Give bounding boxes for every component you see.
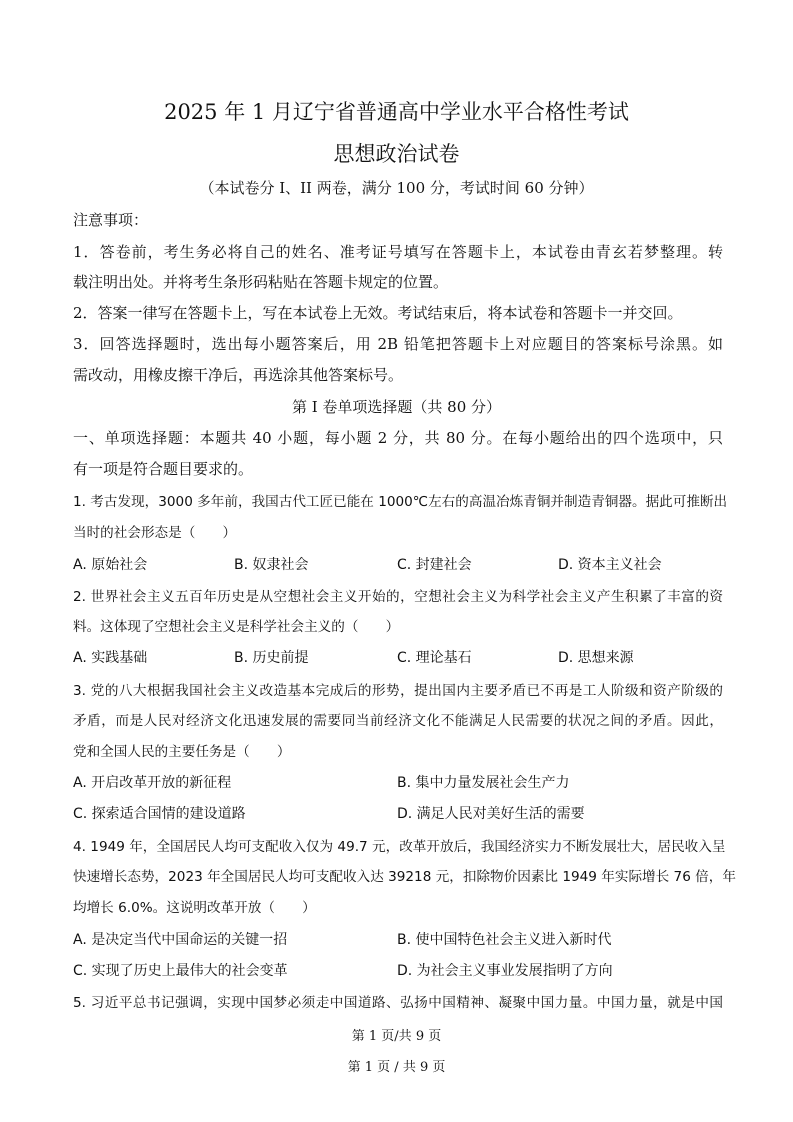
question-4-line-1: 4. 1949 年，全国居民人均可支配收入仅为 49.7 元，改革开放后，我国经济实力不断发展壮大，居民收入呈	[73, 839, 726, 855]
question-3-line-3: 党和全国人民的主要任务是（ ）	[73, 744, 291, 760]
question-3-line-1: 3. 党的八大根据我国社会主义改造基本完成后的形势，提出国内主要矛盾已不再是工人阶级和资产阶级的	[73, 683, 723, 699]
notice-heading: 注意事项：	[73, 211, 149, 229]
question-2-option-a: A. 实践基础	[73, 650, 148, 666]
question-4-line-3: 均增长 6.0%。这说明改革开放（ ）	[73, 900, 316, 916]
question-2-option-c: C. 理论基石	[397, 650, 472, 666]
question-1-line-1: 1. 考古发现，3000 多年前，我国古代工匠已能在 1000℃左右的高温冶炼青铜并制造青铜器。据此可推断出	[73, 494, 728, 510]
section-intro-line-2: 有一项是符合题目要求的。	[73, 460, 254, 478]
question-4-option-d: D. 为社会主义事业发展指明了方向	[397, 963, 613, 979]
question-1-option-a: A. 原始社会	[73, 557, 148, 573]
question-3-option-b: B. 集中力量发展社会生产力	[397, 775, 570, 791]
question-2-option-d: D. 思想来源	[558, 650, 634, 666]
question-4-line-2: 快速增长态势，2023 年全国居民人均可支配收入达 39218 元，扣除物价因素比 1949 年实际增长 76 倍，年	[73, 869, 736, 885]
notice-item-3-line-1: 3．回答选择题时，选出每小题答案后，用 2B 铅笔把答题卡上对应题目的答案标号涂黑。如	[73, 335, 723, 353]
question-4-option-b: B. 使中国特色社会主义进入新时代	[397, 932, 612, 948]
exam-subtitle: 思想政治试卷	[333, 142, 460, 166]
notice-item-3-line-2: 需改动，用橡皮擦干净后，再选涂其他答案标号。	[73, 366, 404, 384]
question-4-option-a: A. 是决定当代中国命运的关键一招	[73, 932, 288, 948]
section-heading: 第 I 卷单项选择题（共 80 分）	[291, 398, 502, 416]
notice-item-2: 2．答案一律写在答题卡上，写在本试卷上无效。考试结束后，将本试卷和答题卡一并交回。	[73, 304, 683, 322]
notice-item-1-line-1: 1．答卷前，考生务必将自己的姓名、准考证号填写在答题卡上，本试卷由青玄若梦整理。转	[73, 243, 723, 261]
question-5-line-1: 5. 习近平总书记强调，实现中国梦必须走中国道路、弘扬中国精神、凝聚中国力量。中国力量，就是中国	[73, 995, 723, 1011]
page-footer-outer: 第 1 页 / 共 9 页	[347, 1060, 446, 1075]
question-3-line-2: 矛盾，而是人民对经济文化迅速发展的需要同当前经济文化不能满足人民需要的状况之间的矛盾。因此，	[73, 713, 723, 729]
exam-info: （本试卷分 I、II 两卷，满分 100 分，考试时间 60 分钟）	[199, 179, 594, 197]
question-3-option-a: A. 开启改革开放的新征程	[73, 775, 232, 791]
question-1-line-2: 当时的社会形态是（ ）	[73, 525, 237, 541]
question-2-line-1: 2. 世界社会主义五百年历史是从空想社会主义开始的，空想社会主义为科学社会主义产生积累了丰富的资	[73, 589, 723, 605]
question-4-option-c: C. 实现了历史上最伟大的社会变革	[73, 963, 288, 979]
question-3-option-d: D. 满足人民对美好生活的需要	[397, 806, 585, 822]
question-1-option-c: C. 封建社会	[397, 557, 472, 573]
exam-title: 2025 年 1 月辽宁省普通高中学业水平合格性考试	[164, 100, 629, 124]
question-2-option-b: B. 历史前提	[234, 650, 309, 666]
question-2-line-2: 料。这体现了空想社会主义是科学社会主义的（ ）	[73, 619, 400, 635]
notice-item-1-line-2: 载注明出处。并将考生条形码粘贴在答题卡规定的位置。	[73, 273, 449, 291]
question-3-option-c: C. 探索适合国情的建设道路	[73, 806, 246, 822]
page-footer-inner: 第 1 页/共 9 页	[351, 1029, 442, 1044]
section-intro-line-1: 一、单项选择题：本题共 40 小题，每小题 2 分，共 80 分。在每小题给出的四个选项中，只	[73, 429, 723, 447]
question-1-option-b: B. 奴隶社会	[234, 557, 309, 573]
question-1-option-d: D. 资本主义社会	[558, 557, 662, 573]
